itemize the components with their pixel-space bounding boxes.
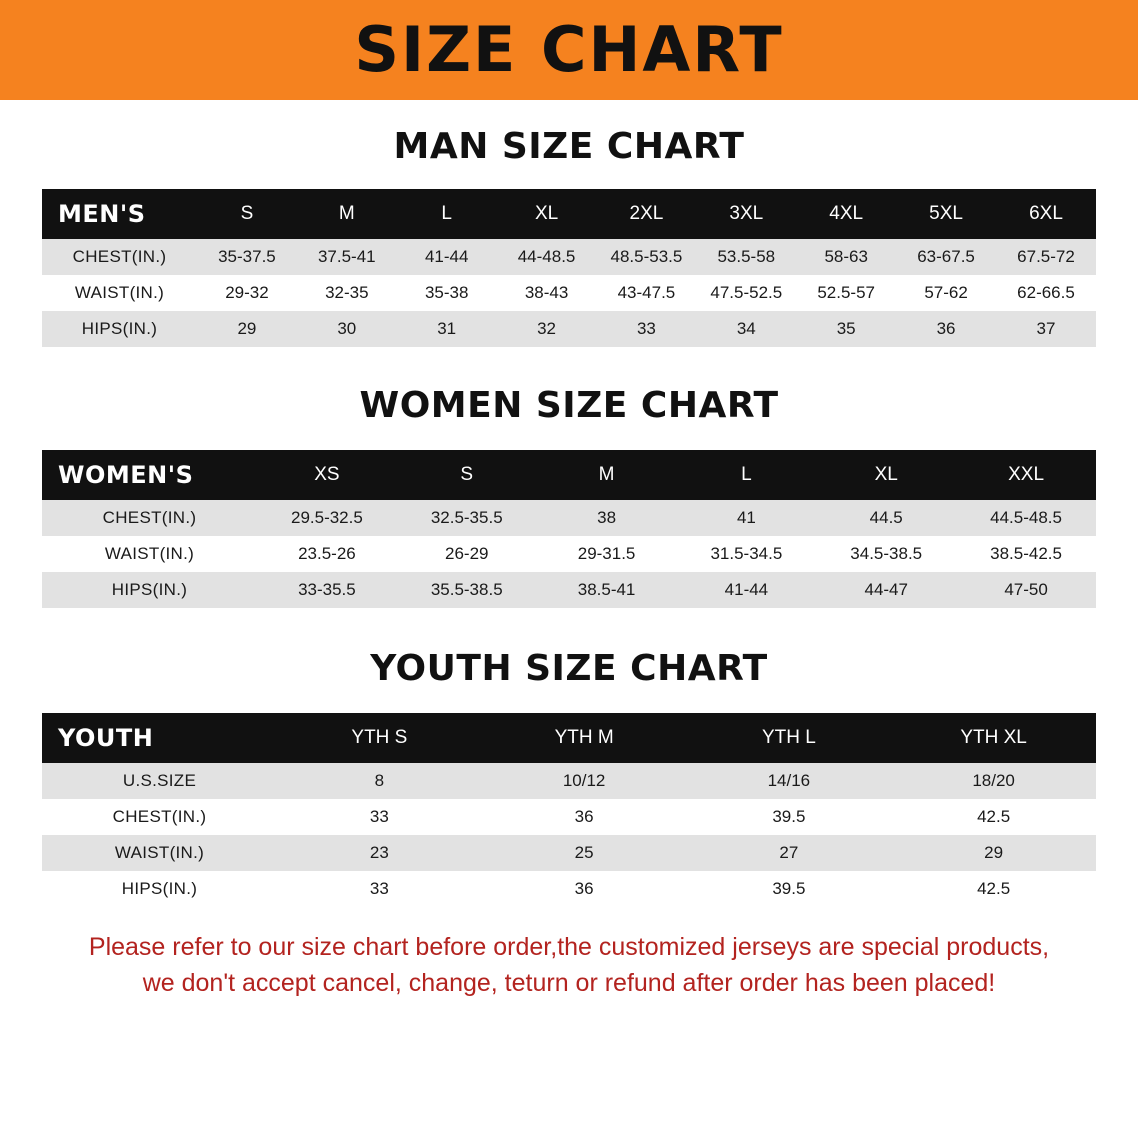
youth-section-title: YOUTH SIZE CHART	[370, 648, 768, 689]
youth-col-header: YTH XL	[960, 727, 1027, 748]
man-table-wrap	[42, 189, 1096, 347]
table-row	[42, 871, 1096, 907]
cell: 53.5-58	[696, 239, 796, 275]
cell: 35-38	[397, 275, 497, 311]
cell: 35.5-38.5	[397, 572, 537, 608]
man-col-header: M	[338, 203, 355, 224]
cell: 29	[197, 311, 297, 347]
cell: 34	[696, 311, 796, 347]
youth-col-header: YTH S	[351, 727, 408, 748]
cell: 10/12	[482, 763, 687, 799]
row-label: WAIST(IN.)	[42, 835, 277, 871]
cell: 35-37.5	[197, 239, 297, 275]
cell: 37.5-41	[297, 239, 397, 275]
cell: 23	[277, 835, 482, 871]
women-size-table	[42, 450, 1096, 608]
row-label: CHEST(IN.)	[42, 239, 197, 275]
cell: 31.5-34.5	[676, 536, 816, 572]
man-header-row	[42, 189, 1096, 239]
cell: 30	[297, 311, 397, 347]
cell: 63-67.5	[896, 239, 996, 275]
cell: 38	[537, 500, 677, 536]
cell: 23.5-26	[257, 536, 397, 572]
row-label: CHEST(IN.)	[42, 500, 257, 536]
women-table-head	[42, 450, 1096, 500]
youth-table-body	[42, 763, 1096, 907]
man-col-header: 2XL	[629, 203, 664, 224]
women-section-title: WOMEN SIZE CHART	[359, 385, 779, 426]
cell: 38.5-41	[537, 572, 677, 608]
women-corner-label: WOMEN'S	[58, 461, 194, 489]
man-corner-label: MEN'S	[58, 200, 146, 228]
man-col-header: L	[441, 203, 452, 224]
women-col-header: XXL	[1008, 464, 1045, 485]
cell: 41	[676, 500, 816, 536]
women-table-body	[42, 500, 1096, 608]
man-table-body	[42, 239, 1096, 347]
cell: 26-29	[397, 536, 537, 572]
cell: 34.5-38.5	[816, 536, 956, 572]
cell: 36	[482, 871, 687, 907]
cell: 36	[896, 311, 996, 347]
man-col-header: 3XL	[729, 203, 764, 224]
cell: 47.5-52.5	[696, 275, 796, 311]
youth-header-row	[42, 713, 1096, 763]
youth-col-header: YTH L	[761, 727, 816, 748]
cell: 62-66.5	[996, 275, 1096, 311]
cell: 44.5	[816, 500, 956, 536]
cell: 32.5-35.5	[397, 500, 537, 536]
cell: 39.5	[687, 799, 892, 835]
row-label: CHEST(IN.)	[42, 799, 277, 835]
women-col-header: XL	[874, 464, 898, 485]
women-table-wrap	[42, 450, 1096, 608]
cell: 38-43	[497, 275, 597, 311]
man-col-header: S	[240, 203, 254, 224]
banner	[0, 0, 1138, 100]
cell: 44-47	[816, 572, 956, 608]
man-section-title: MAN SIZE CHART	[393, 126, 745, 167]
cell: 29.5-32.5	[257, 500, 397, 536]
cell: 58-63	[796, 239, 896, 275]
youth-col-header: YTH M	[554, 727, 614, 748]
man-col-header: XL	[534, 203, 559, 224]
cell: 29	[891, 835, 1096, 871]
cell: 41-44	[676, 572, 816, 608]
youth-table-head	[42, 713, 1096, 763]
cell: 67.5-72	[996, 239, 1096, 275]
cell: 29-32	[197, 275, 297, 311]
cell: 48.5-53.5	[597, 239, 697, 275]
cell: 25	[482, 835, 687, 871]
cell: 35	[796, 311, 896, 347]
cell: 38.5-42.5	[956, 536, 1096, 572]
man-size-table	[42, 189, 1096, 347]
cell: 44-48.5	[497, 239, 597, 275]
table-row	[42, 311, 1096, 347]
cell: 57-62	[896, 275, 996, 311]
banner-title: SIZE CHART	[354, 13, 784, 86]
women-col-header: L	[741, 464, 752, 485]
youth-table-wrap	[42, 713, 1096, 907]
cell: 44.5-48.5	[956, 500, 1096, 536]
row-label: HIPS(IN.)	[42, 572, 257, 608]
cell: 33	[277, 799, 482, 835]
cell: 8	[277, 763, 482, 799]
cell: 29-31.5	[537, 536, 677, 572]
row-label: WAIST(IN.)	[42, 275, 197, 311]
man-table-head	[42, 189, 1096, 239]
cell: 47-50	[956, 572, 1096, 608]
cell: 43-47.5	[597, 275, 697, 311]
cell: 18/20	[891, 763, 1096, 799]
cell: 37	[996, 311, 1096, 347]
man-col-header: 5XL	[929, 203, 963, 224]
table-row	[42, 799, 1096, 835]
women-col-header: S	[460, 464, 474, 485]
women-col-header: M	[598, 464, 615, 485]
table-row	[42, 239, 1096, 275]
table-row	[42, 572, 1096, 608]
cell: 52.5-57	[796, 275, 896, 311]
table-row	[42, 835, 1096, 871]
youth-corner-label: YOUTH	[58, 724, 154, 752]
cell: 41-44	[397, 239, 497, 275]
cell: 32-35	[297, 275, 397, 311]
table-row	[42, 275, 1096, 311]
cell: 33	[597, 311, 697, 347]
cell: 31	[397, 311, 497, 347]
disclaimer-line-1: Please refer to our size chart before order,the customized jerseys are special products,	[88, 933, 1050, 961]
cell: 27	[687, 835, 892, 871]
row-label: HIPS(IN.)	[42, 871, 277, 907]
row-label: WAIST(IN.)	[42, 536, 257, 572]
table-row	[42, 500, 1096, 536]
table-row	[42, 763, 1096, 799]
women-col-header: XS	[314, 464, 340, 485]
cell: 39.5	[687, 871, 892, 907]
row-label: U.S.SIZE	[42, 763, 277, 799]
cell: 33	[277, 871, 482, 907]
man-col-header: 6XL	[1029, 203, 1063, 224]
disclaimer-note	[34, 929, 1104, 1002]
youth-size-table	[42, 713, 1096, 907]
cell: 33-35.5	[257, 572, 397, 608]
row-label: HIPS(IN.)	[42, 311, 197, 347]
man-col-header: 4XL	[829, 203, 864, 224]
cell: 42.5	[891, 871, 1096, 907]
cell: 14/16	[687, 763, 892, 799]
cell: 42.5	[891, 799, 1096, 835]
cell: 36	[482, 799, 687, 835]
table-row	[42, 536, 1096, 572]
cell: 32	[497, 311, 597, 347]
women-header-row	[42, 450, 1096, 500]
disclaimer-line-2: we don't accept cancel, change, teturn or refund after order has been placed!	[142, 969, 996, 998]
